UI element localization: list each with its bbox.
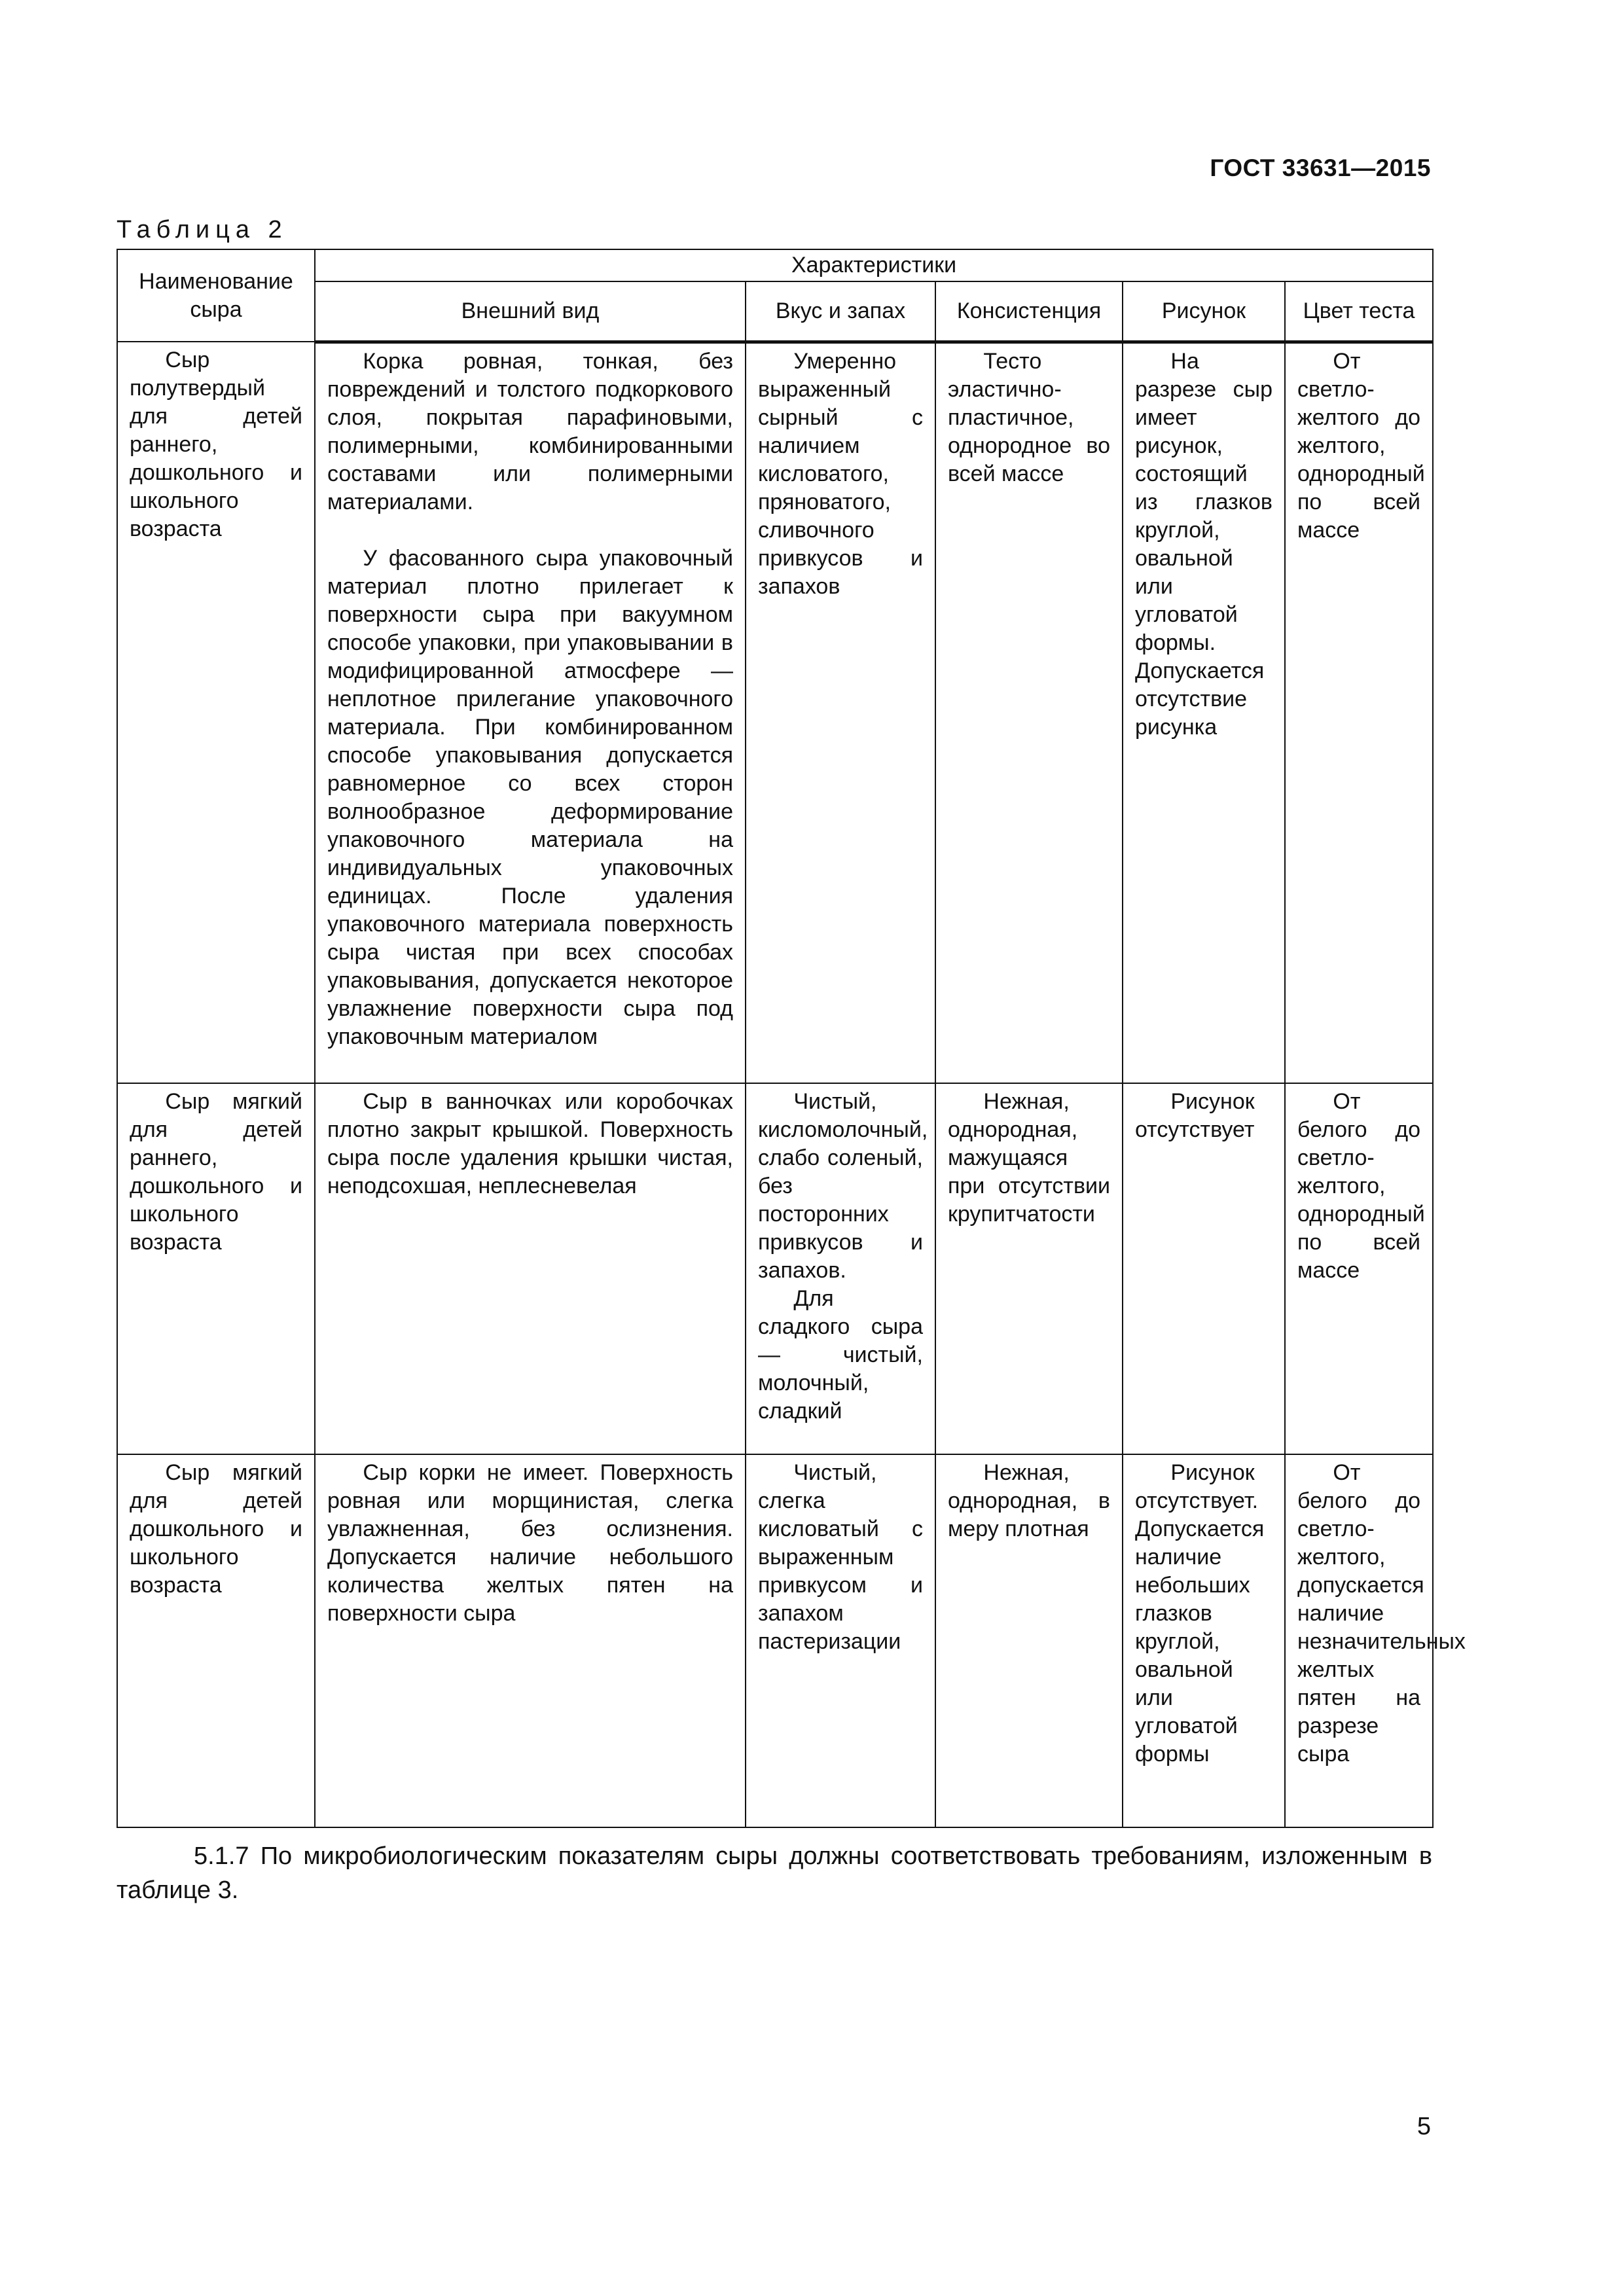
- header-color: Цвет теста: [1285, 281, 1433, 342]
- table-row: [117, 1454, 1433, 1827]
- cell-consistency: Нежная, однородная, мажущаяся при отсутствии крупитчатости: [935, 1083, 1123, 1454]
- cell-appearance: Сыр корки не имеет. Поверхность ровная или морщинистая, слегка увлажненная, без ослизнения. Допускается наличие небольшого количества желтых пятен на поверхности сыра: [315, 1454, 746, 1827]
- cell-appearance: Корка ровная, тонкая, без повреждений и толстого подкоркового слоя, покрытая парафиновыми, полимерными, комбинированными составами или полимерными материалами. У фасованного сыра упаковочный материал плотно прилегает к поверхности сыра при вакуумном способе упаковки, при упаковывании в модифицированной атмосфере — неплотное прилегание упаковочного материала. При комбинированном способе упаковывания допускается равномерное со всех сторон волнообразное деформирование упаковочного материала на индивидуальных упаковочных единицах. После удаления упаковочного материала поверхность сыра чистая при всех способах упаковывания, допускается некоторое увлажнение поверхности сыра под упаковочным материалом: [315, 342, 746, 1083]
- cell-pattern: На разрезе сыр имеет рисунок, состоящий из глазков круглой, овальной или угловатой формы. Допускается отсутствие рисунка: [1123, 342, 1285, 1083]
- header-characteristics: Характеристики: [315, 249, 1433, 281]
- cell-consistency: Нежная, однородная, в меру плотная: [935, 1454, 1123, 1827]
- cell-name: Сыр полутвердый для детей раннего, дошкольного и школьного возраста: [117, 342, 315, 1083]
- cell-color: От светло-желтого до желтого, однородный по всей массе: [1285, 342, 1433, 1083]
- table-caption: Таблица 2: [117, 216, 288, 243]
- cell-color: От белого до светло-желтого, допускается наличие незначительных желтых пятен на разрезе сыра: [1285, 1454, 1433, 1827]
- clause-5-1-7: 5.1.7 По микробиологическим показателям сыры должны соответствовать требованиям, изложенным в таблице 3.: [117, 1842, 1432, 1904]
- cell-color: От белого до светло-желтого, однородный по всей массе: [1285, 1083, 1433, 1454]
- cell-pattern: Рисунок отсутствует. Допускается наличие небольших глазков круглой, овальной или угловатой формы: [1123, 1454, 1285, 1827]
- cell-taste: Чистый, слегка кисловатый с выраженным привкусом и запахом пастеризации: [746, 1454, 935, 1827]
- cell-name: Сыр мягкий для детей дошкольного и школьного возраста: [117, 1454, 315, 1827]
- cell-taste: Чистый, кисломолочный, слабо соленый, без посторонних привкусов и запахов. Для сладкого сыра — чистый, молочный, сладкий: [746, 1083, 935, 1454]
- cell-name: Сыр мягкий для детей раннего, дошкольного и школьного возраста: [117, 1083, 315, 1454]
- cell-taste: Умеренно выраженный сырный с наличием кисловатого, пряноватого, сливочного привкусов и запахов: [746, 342, 935, 1083]
- table-row: [117, 342, 1433, 1083]
- header-appearance: Внешний вид: [315, 281, 746, 342]
- header-name: Наименование сыра: [117, 249, 315, 342]
- table-row: [117, 1083, 1433, 1454]
- cell-appearance: Сыр в ванночках или коробочках плотно закрыт крышкой. Поверхность сыра после удаления крышки чистая, неподсохшая, неплесневелая: [315, 1083, 746, 1454]
- cheese-characteristics-table: [117, 249, 1466, 1828]
- header-pattern: Рисунок: [1123, 281, 1285, 342]
- standard-designation: ГОСТ 33631—2015: [1210, 154, 1431, 181]
- cell-consistency: Тесто эластично-пластичное, однородное во всей массе: [935, 342, 1123, 1083]
- header-consistency: Консистенция: [935, 281, 1123, 342]
- cell-pattern: Рисунок отсутствует: [1123, 1083, 1285, 1454]
- page-number: 5: [1416, 2113, 1431, 2140]
- header-taste: Вкус и запах: [746, 281, 935, 342]
